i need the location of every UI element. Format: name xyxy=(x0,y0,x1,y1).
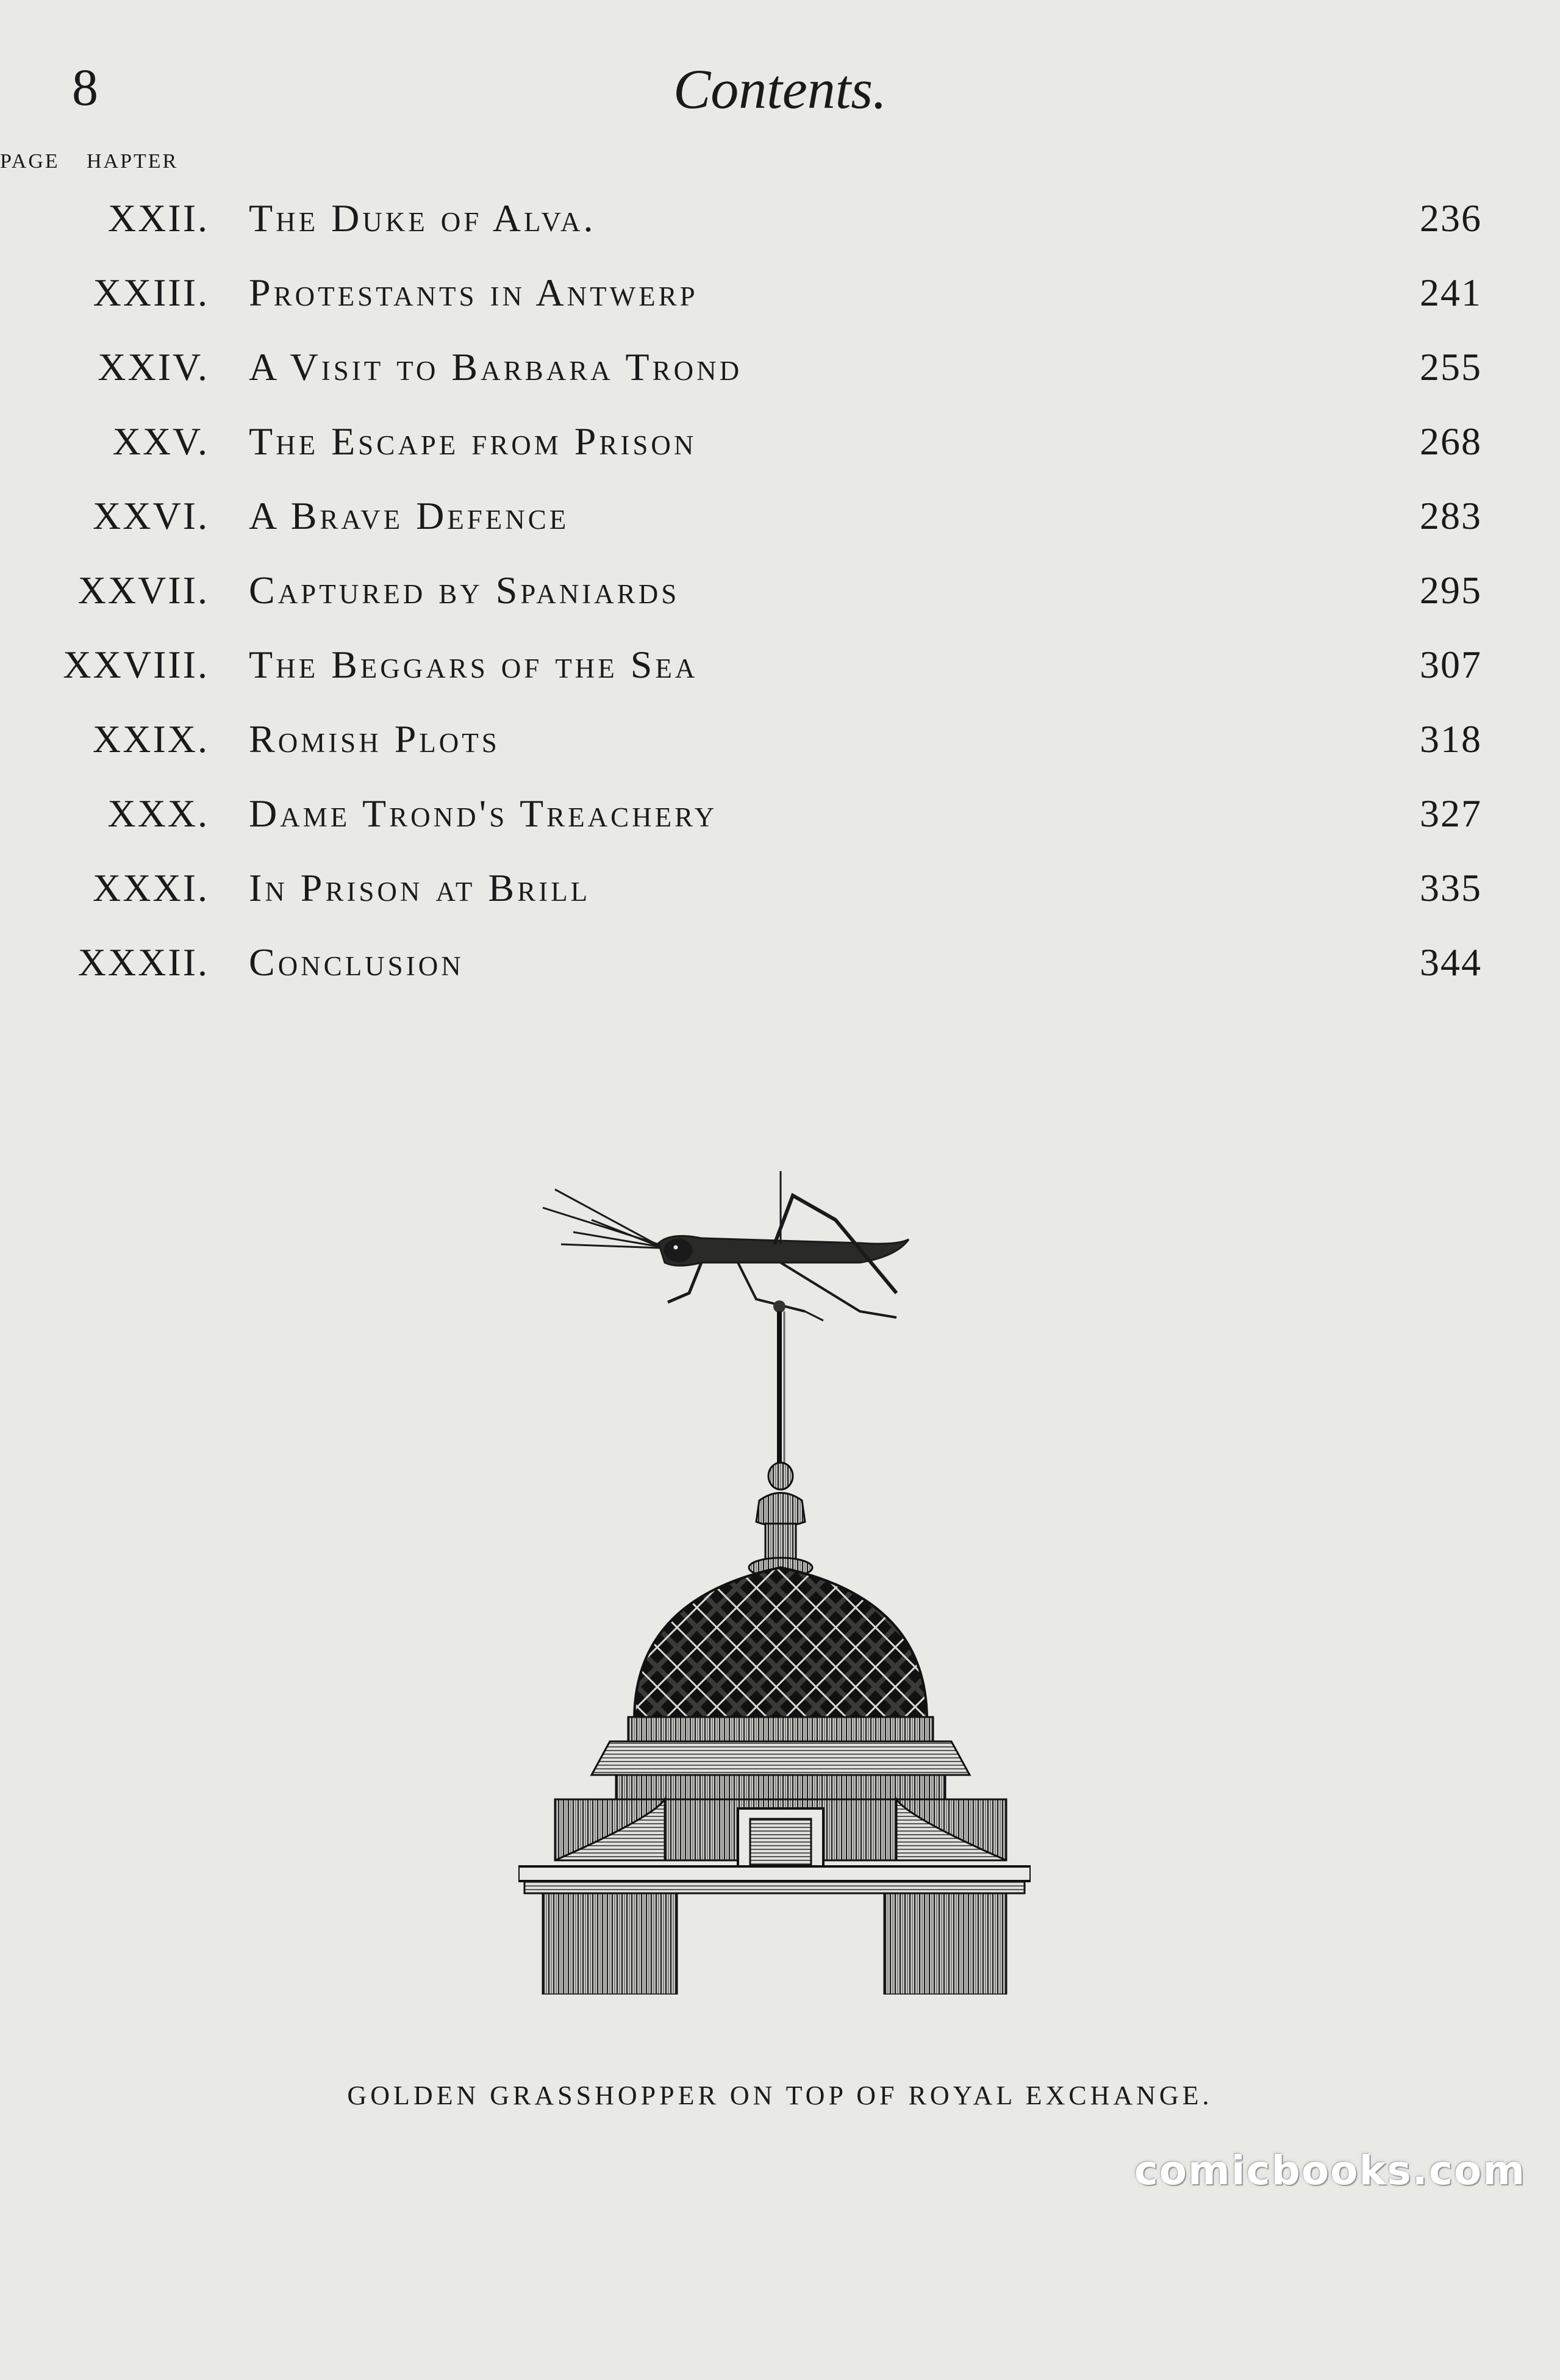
chapter-number: XXIII. xyxy=(93,271,209,314)
chapter-title: In Prison at Brill xyxy=(249,869,601,908)
chapter-title: The Beggars of the Sea xyxy=(249,645,709,684)
chapter-title: Protestants in Antwerp xyxy=(249,273,709,312)
chapter-title: The Escape from Prison xyxy=(249,422,707,461)
toc-row xyxy=(0,406,1560,481)
toc-row xyxy=(0,853,1560,927)
chapter-page: 335 xyxy=(1420,866,1482,909)
page-column-label: PAGE xyxy=(0,150,60,173)
toc-row xyxy=(0,555,1560,629)
chapter-column-label: HAPTER xyxy=(87,150,179,173)
chapter-number: XXIV. xyxy=(98,345,209,389)
page-number: 8 xyxy=(72,58,98,116)
chapter-page: 344 xyxy=(1420,941,1482,984)
dome-icon xyxy=(518,1568,1031,1995)
chapter-title: Dame Trond's Treachery xyxy=(249,794,728,833)
chapter-number: XXXII. xyxy=(77,941,209,984)
watermark: comicbooks.com xyxy=(1134,2147,1526,2194)
page-title: Contents. xyxy=(673,58,887,120)
chapter-number: XXX. xyxy=(107,792,209,835)
toc-row xyxy=(0,704,1560,778)
chapter-title: The Duke of Alva. xyxy=(249,199,607,238)
figure-caption: GOLDEN GRASSHOPPER ON TOP OF ROYAL EXCHANGE. xyxy=(347,2081,1213,2110)
chapter-title: A Visit to Barbara Trond xyxy=(249,348,753,387)
chapter-number: XXII. xyxy=(107,196,209,240)
toc-row xyxy=(0,481,1560,555)
chapter-title: Conclusion xyxy=(249,943,475,982)
chapter-number: XXV. xyxy=(112,420,209,463)
chapter-number: XXVI. xyxy=(93,494,209,537)
toc-row xyxy=(0,778,1560,853)
toc-row xyxy=(0,629,1560,704)
chapter-number: XXIX. xyxy=(93,717,209,761)
chapter-number: XXXI. xyxy=(93,866,209,909)
chapter-title: Romish Plots xyxy=(249,720,511,759)
chapter-page: 255 xyxy=(1420,345,1482,389)
chapter-page: 241 xyxy=(1420,271,1482,314)
chapter-page: 307 xyxy=(1420,643,1482,686)
chapter-page: 268 xyxy=(1420,420,1482,463)
toc-row xyxy=(0,332,1560,406)
grasshopper-weathervane-illustration xyxy=(518,1171,1031,1995)
chapter-page: 327 xyxy=(1420,792,1482,835)
chapter-title: A Brave Defence xyxy=(249,496,580,536)
chapter-number: XXVIII. xyxy=(63,643,209,686)
toc-row xyxy=(0,183,1560,257)
grasshopper-icon xyxy=(543,1171,909,1321)
chapter-page: 236 xyxy=(1420,196,1482,240)
chapter-page: 283 xyxy=(1420,494,1482,537)
chapter-page: 318 xyxy=(1420,717,1482,761)
toc-row xyxy=(0,927,1560,1002)
chapter-page: 295 xyxy=(1420,568,1482,612)
chapter-title: Captured by Spaniards xyxy=(249,571,690,610)
spire-icon xyxy=(749,1300,812,1577)
chapter-number: XXVII. xyxy=(77,568,209,612)
toc-row xyxy=(0,257,1560,332)
